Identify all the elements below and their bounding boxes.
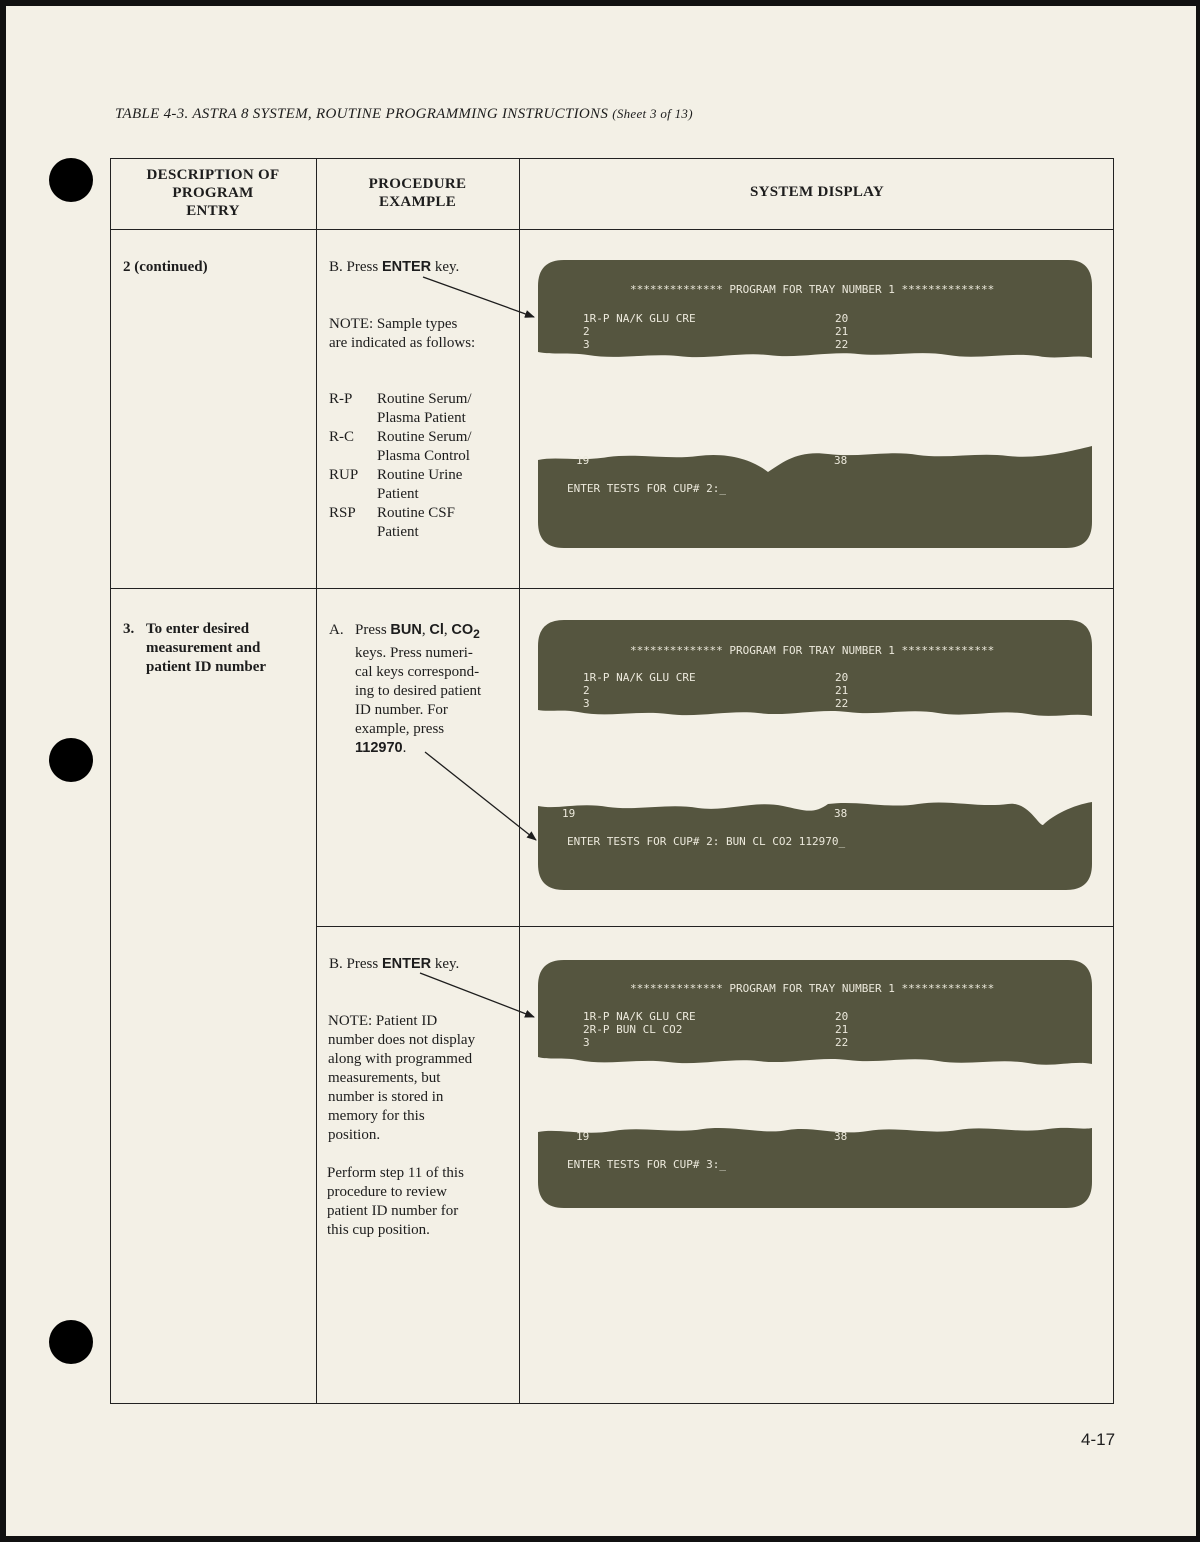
patient-number-label: 112970 [355,739,403,756]
row1-step-b: B. Press ENTER key. [329,259,460,275]
sample-type-rsp: RSP Routine CSF Patient [329,505,455,540]
screen-1-lines-left: 1R-P NA/K GLU CRE 2 3 [583,312,696,351]
screen-3-lines-left: 1R-P NA/K GLU CRE 2R-P BUN CL CO2 3 [583,1010,696,1049]
sample-type-rup: RUP Routine Urine Patient [329,467,463,502]
header-system-display: SYSTEM DISPLAY [749,184,885,200]
table-title-sheet: (Sheet 3 of 13) [612,106,693,121]
row2-step-b: B. Press ENTER key. [329,956,460,972]
screen-2-bottom-right: 38 [834,807,848,820]
row1-note: NOTE: Sample types are indicated as follows: [329,316,476,351]
screen-1-bottom-left: 19 [576,454,590,467]
table-title-main: TABLE 4-3. ASTRA 8 SYSTEM, ROUTINE PROGRAMMING INSTRUCTIONS [115,106,609,122]
screen-2-lines-right: 20 21 22 [835,671,849,710]
header-procedure: PROCEDURE EXAMPLE [368,176,467,210]
screen-1-header: ************** PROGRAM FOR TRAY NUMBER 1 ************** [630,283,995,296]
co2-key-label: $CO_2$ [451,622,480,641]
cl-key-label: Cl [429,622,444,638]
step-a-keys-line: Press BUN, Cl, $CO_2$ [355,622,480,641]
enter-key-label: ENTER [381,259,432,275]
screen-3-header: ************** PROGRAM FOR TRAY NUMBER 1 ************** [630,982,995,995]
sample-type-rc: R-C Routine Serum/ Plasma Control [329,429,472,464]
screen-1-lines-right: 20 21 22 [835,312,849,351]
arrow-enter-to-screen-3 [420,973,534,1017]
row2-step-a-prefix: A. [329,622,344,638]
screen-3-bottom-right: 38 [834,1130,848,1143]
arrow-number-to-screen-2 [425,752,536,840]
row1-description: 2 (continued) [123,259,208,275]
row2-note: NOTE: Patient ID number does not display along with programmed measurements, but number is stored in memory for this position. [328,1013,476,1143]
arrow-enter-to-screen-1 [423,277,534,317]
screen-3-prompt: ENTER TESTS FOR CUP# 3:_ [567,1158,726,1171]
screen-1-bottom-right: 38 [834,454,848,467]
row2-step-a: Press BUN, Cl, $CO_2$ keys. Press numeri- cal keys correspond- ing to desired patient ID number. For example, press 112970. [355,621,515,758]
row2-description: To enter desired measurement and patient ID number [146,621,267,675]
screen-2-lines-left: 1R-P NA/K GLU CRE 2 3 [583,671,696,710]
screen-3-bottom-left: 19 [576,1130,590,1143]
screen-2-prompt: ENTER TESTS FOR CUP# 2: BUN CL CO2 112970_ [567,835,846,848]
sample-type-rp: R-P Routine Serum/ Plasma Patient [329,391,472,426]
enter-key-label-2: ENTER [381,956,432,972]
screen-2-bottom-left: 19 [562,807,576,820]
bun-key-label: BUN [390,622,422,638]
page-number: 4-17 [1081,1430,1116,1449]
screen-2-header: ************** PROGRAM FOR TRAY NUMBER 1 ************** [630,644,995,657]
header-description: DESCRIPTION OF PROGRAM ENTRY [146,167,280,219]
screen-1-prompt: ENTER TESTS FOR CUP# 2:_ [567,482,726,495]
row2-description-number: 3. [123,621,135,637]
row2-perform-note: Perform step 11 of this procedure to review patient ID number for this cup position. [327,1165,464,1238]
screen-3-lines-right: 20 21 22 [835,1010,849,1049]
